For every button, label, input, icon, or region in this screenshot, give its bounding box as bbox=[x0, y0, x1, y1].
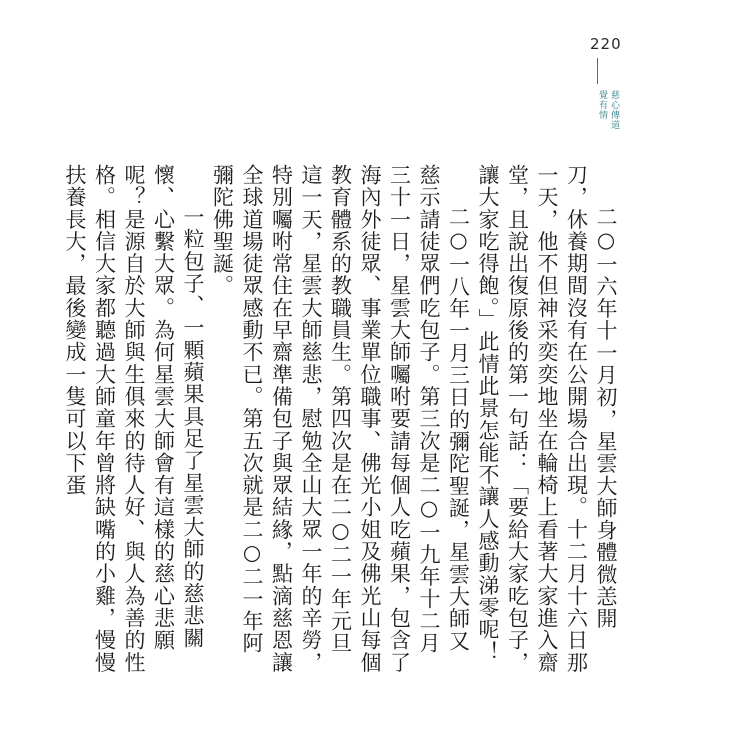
page-number: 220 bbox=[590, 35, 622, 53]
paragraph-1: 二○一六年十一月初，星雲大師身體微恙開刀，休養期間沒有在公開場合出現。十二月十六日那一天，他不但神采奕奕地坐在輪椅上看著大家進入齋堂，且說出復原後的第一句話：「要給大家吃包子，讓大家吃得飽。」此情此景怎能不讓人感動涕零呢！ bbox=[476, 164, 618, 674]
paragraph-2: 二○一八年一月三日的彌陀聖誕，星雲大師又慈示請徒眾們吃包子。第三次是二○一九年十二月三十一日，星雲大師囑咐要請每個人吃蘋果，包含了海內外徒眾、事業單位職事、佛光小姐及佛光山每個教育體系的教職員生。第四次是在二○二一年元旦這一天，星雲大師慈悲，慰勉全山大眾一年的辛勞，特別囑咐常住在早齋準備包子與眾結緣，點滴慈恩讓全球道場徒眾感動不已。第五次就是二○二一年阿彌陀佛聖誕。 bbox=[210, 164, 471, 674]
paragraph-3: 一粒包子、一顆蘋果具足了星雲大師的慈悲關懷、心繫大眾。為何星雲大師會有這樣的慈心悲願呢？是源自於大師與生俱來的待人好、與人為善的性格。相信大家都聽過大師童年曾將缺嘴的小雞，慢慢扶養長大，最後變成一隻可以下蛋 bbox=[63, 164, 205, 674]
body-text bbox=[63, 164, 620, 674]
header-divider bbox=[597, 58, 598, 84]
running-header-series: 覺有情 bbox=[597, 90, 607, 120]
running-header-title: 慈心傳道 bbox=[609, 90, 619, 130]
